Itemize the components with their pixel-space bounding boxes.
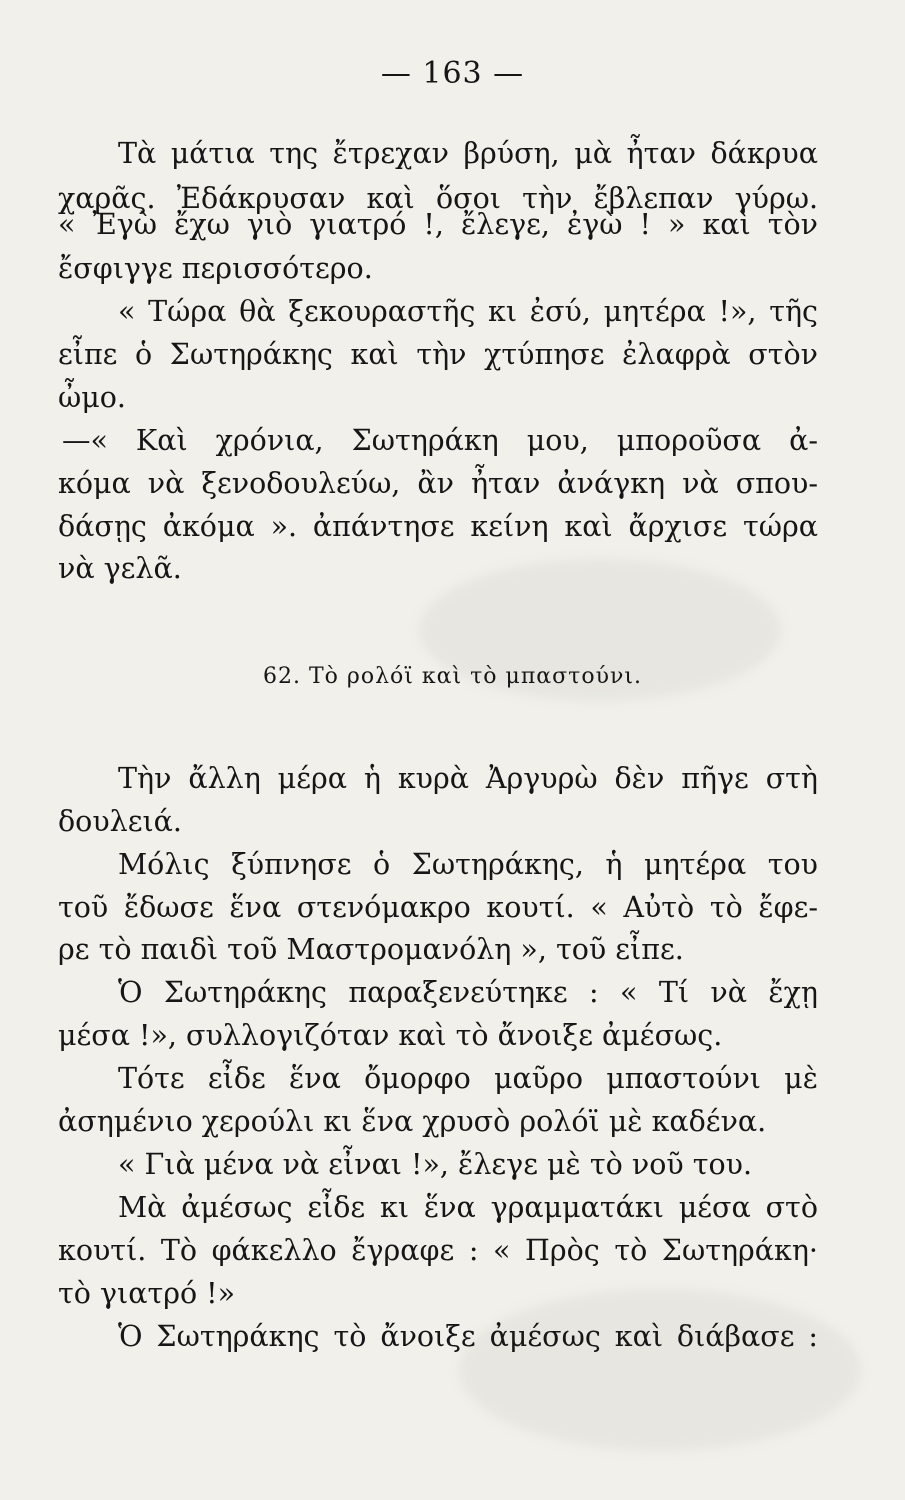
text-line: δάσῃς ἀκόμα ». ἀπάντησε κείνη καὶ ἄρχισε τώρα [58, 510, 818, 543]
text-line: Μὰ ἀμέσως εἶδε κι ἕνα γραμματάκι μέσα στὸ [118, 1191, 818, 1224]
text-line: « Τώρα θὰ ξεκουραστῆς κι ἐσύ, μητέρα !», τῆς [118, 295, 818, 328]
text-line: Τὰ μάτια της ἔτρεχαν βρύση, μὰ ἦταν δάκρυα [118, 137, 818, 170]
text-line: τὸ γιατρό !» [58, 1277, 236, 1310]
text-line: χαρᾶς. Ἐδάκρυσαν καὶ ὅσοι τὴν ἔβλεπαν γύρω. [58, 182, 818, 215]
text-line: Ὁ Σωτηράκης παραξενεύτηκε : « Τί νὰ ἔχῃ [118, 976, 818, 1009]
text-line: εἶπε ὁ Σωτηράκης καὶ τὴν χτύπησε ἐλαφρὰ στὸν [58, 338, 818, 371]
text-line: ἀσημένιο χερούλι κι ἕνα χρυσὸ ρολόϊ μὲ καδένα. [58, 1105, 767, 1138]
text-line: Τότε εἶδε ἕνα ὄμορφο μαῦρο μπαστούνι μὲ [118, 1062, 818, 1095]
text-line: ρε τὸ παιδὶ τοῦ Μαστρομανόλη », τοῦ εἶπε. [58, 933, 684, 966]
section-title: 62. Τὸ ρολόϊ καὶ τὸ μπαστούνι. [263, 664, 642, 689]
paper-stain [460, 1290, 860, 1450]
text-line: —« Καὶ χρόνια, Σωτηράκη μου, μποροῦσα ἀ- [62, 424, 818, 457]
text-line: ἔσφιγγε περισσότερο. [58, 252, 373, 285]
text-line: Τὴν ἄλλη μέρα ἡ κυρὰ Ἀργυρὼ δὲν πῆγε στὴ [118, 762, 818, 795]
text-line: μέσα !», συλλογιζόταν καὶ τὸ ἄνοιξε ἀμέσως. [58, 1019, 723, 1052]
text-line: δουλειά. [58, 805, 182, 838]
text-line: « Γιὰ μένα νὰ εἶναι !», ἔλεγε μὲ τὸ νοῦ του. [118, 1148, 753, 1181]
text-line: Ὁ Σωτηράκης τὸ ἄνοιξε ἀμέσως καὶ διάβασε : [118, 1320, 818, 1353]
page-number: — 163 — [380, 56, 525, 91]
text-line: νὰ γελᾶ. [58, 552, 182, 585]
text-line: « Ἐγὼ ἔχω γιὸ γιατρό !, ἔλεγε, ἐγὼ ! » καὶ τὸν [58, 208, 818, 241]
text-line: τοῦ ἔδωσε ἕνα στενόμακρο κουτί. « Αὐτὸ τὸ ἔφε- [58, 891, 818, 924]
text-line: Μόλις ξύπνησε ὁ Σωτηράκης, ἡ μητέρα του [118, 848, 818, 881]
text-line: κουτί. Τὸ φάκελλο ἔγραφε : « Πρὸς τὸ Σωτηράκη· [58, 1234, 818, 1267]
text-line: ὦμο. [58, 381, 126, 414]
text-line: κόμα νὰ ξενοδουλεύω, ἂν ἦταν ἀνάγκη νὰ σπου- [58, 467, 818, 500]
